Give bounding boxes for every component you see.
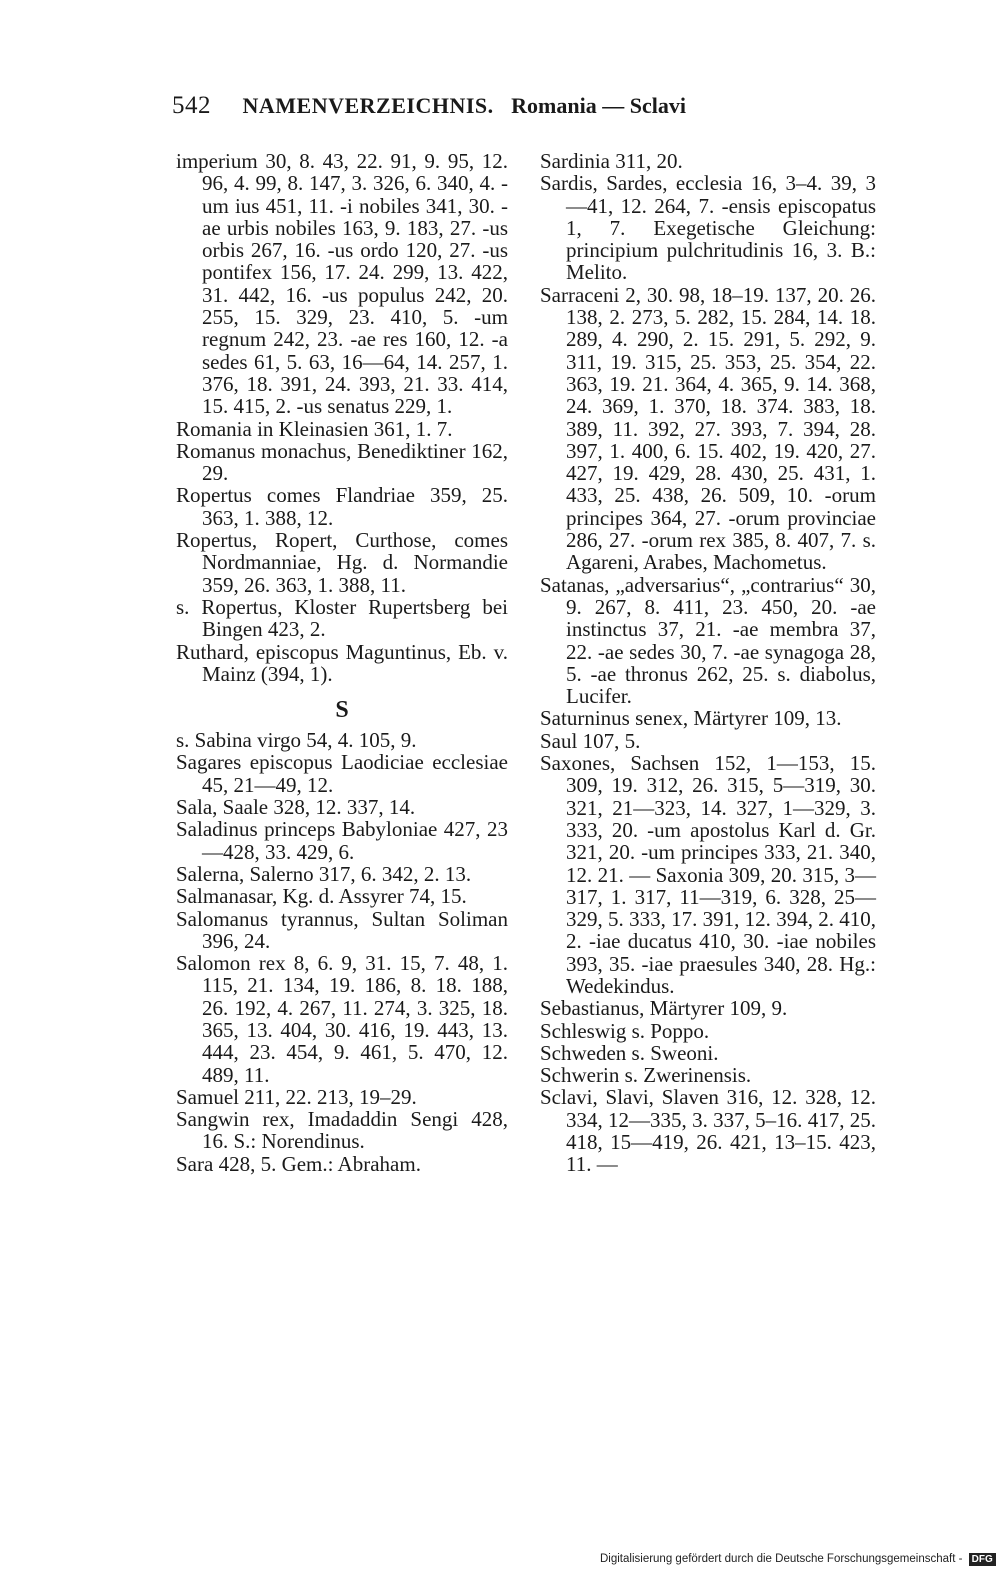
index-entry: Ropertus, Ropert, Curthose, comes Nordmanniae, Hg. d. Normandie 359, 26. 363, 1. 388, 11. xyxy=(176,528,508,597)
index-entry: Sardinia 311, 20. xyxy=(540,149,683,173)
running-header xyxy=(172,92,832,120)
credit-text: Digitalisierung gefördert durch die Deutsche Forschungsgemeinschaft - xyxy=(600,1553,963,1565)
index-entry: Sebastianus, Märtyrer 109, 9. xyxy=(540,996,788,1021)
left-column xyxy=(176,150,508,1175)
index-entry: Samuel 211, 22. 213, 19–29. xyxy=(176,1084,417,1109)
index-entry: Salomanus tyrannus, Sultan Soliman 396, 24. xyxy=(176,906,508,953)
index-entry: Sagares episcopus Laodiciae ecclesiae 45, 21—49, 12. xyxy=(176,750,508,797)
right-column xyxy=(540,150,876,1176)
index-entry: Schweden s. Sweoni. xyxy=(540,1040,719,1065)
index-entry: Salerna, Salerno 317, 6. 342, 2. 13. xyxy=(176,861,472,886)
index-entry: Sara 428, 5. Gem.: Abraham. xyxy=(176,1151,421,1176)
digitization-credit xyxy=(600,1553,993,1566)
index-entry: Sclavi, Slavi, Slaven 316, 12. 328, 12. 334, 12—335, 3. 337, 5–16. 417, 25. 418, 15—419, 26. 421, 13–15. 423, 11. — xyxy=(540,1085,876,1177)
index-entry: imperium 30, 8. 43, 22. 91, 9. 95, 12. 96, 4. 99, 8. 147, 3. 326, 6. 340, 4. -um ius 451, 11. -i nobiles 341, 30. -ae urbis nobiles 163, 9. 183, 27. -us orbis 267, 16. -us ordo 120, 27. -us pontifex 156, 17. 24. 299, 13. 422, 31. 442, 16. -us populus 242, 20. 255, 15. 329, 23. 410, 5. -um regnum 242, 23. -ae res 160, 12. -a sedes 61, 5. 63, 16—64, 14. 257, 1. 376, 18. 391, 24. 393, 21. 33. 414, 15. 415, 2. -us senatus 229, 1. xyxy=(176,149,508,419)
index-entry: Romania in Kleinasien 361, 1. 7. xyxy=(176,416,453,441)
dfg-logo: DFG xyxy=(969,1553,996,1566)
index-entry: Salomon rex 8, 6. 9, 31. 15, 7. 48, 1. 115, 21. 134, 19. 186, 8. 18. 188, 26. 192, 4. 267, 11. 274, 3. 325, 18. 365, 13. 404, 30. 416, 19. 443, 13. 444, 23. 454, 9. 461, 5. 470, 12. 489, 11. xyxy=(176,951,508,1087)
page-title: NAMENVERZEICHNIS. xyxy=(242,93,494,118)
section-letter: S xyxy=(335,697,349,724)
index-entry: Schleswig s. Poppo. xyxy=(540,1018,710,1043)
index-entry: Sardis, Sardes, ecclesia 16, 3–4. 39, 3—41, 12. 264, 7. -ensis episcopatus 1, 7. Exegetische Gleichung: principium pulchritudinis 16, 3. B.: Melito. xyxy=(540,171,876,285)
index-entry: Romanus monachus, Benediktiner 162, 29. xyxy=(176,438,508,486)
index-entry: Saturninus senex, Märtyrer 109, 13. xyxy=(540,706,842,731)
index-entry: Sala, Saale 328, 12. 337, 14. xyxy=(176,795,416,820)
page-number: 542 xyxy=(172,92,211,119)
index-entry: Saul 107, 5. xyxy=(540,728,641,753)
index-entry: Saxones, Sachsen 152, 1—153, 15. 309, 19. 312, 26. 315, 5—319, 30. 321, 21—323, 14. 327, 1—329, 3. 333, 20. -um apostolus Karl d. Gr. 321, 20. -um principes 333, 21. 340, 12. 21. — Saxonia 309, 20. 315, 3—317, 1. 317, 11—319, 6. 328, 25—329, 5. 333, 17. 391, 12. 394, 2. 410, 2. -iae ducatus 410, 30. -iae nobiles 393, 35. -iae praesules 340, 28. Hg.: Wedekindus. xyxy=(540,751,876,998)
index-entry: Ropertus comes Flandriae 359, 25. 363, 1. 388, 12. xyxy=(176,483,508,530)
index-entry: Saladinus princeps Babyloniae 427, 23—428, 33. 429, 6. xyxy=(176,817,508,864)
index-entry: Schwerin s. Zwerinensis. xyxy=(540,1063,752,1088)
index-entry: Sarraceni 2, 30. 98, 18–19. 137, 20. 26. 138, 2. 273, 5. 282, 15. 284, 14. 18. 289, 4. 290, 2. 15. 291, 5. 292, 9. 311, 19. 315, 25. 353, 25. 354, 22. 363, 19. 21. 364, 4. 365, 9. 14. 368, 24. 369, 1. 370, 18. 374. 383, 18. 389, 11. 392, 27. 393, 7. 394, 28. 397, 1. 400, 6. 15. 402, 19. 420, 27. 427, 19. 429, 28. 430, 25. 431, 1. 433, 25. 438, 26. 509, 10. -orum principes 364, 27. -orum provinciae 286, 27. -orum rex 385, 8. 407, 7. s. Agareni, Arabes, Machometus. xyxy=(540,282,876,575)
entry-range: Romania — Sclavi xyxy=(511,93,686,118)
index-entry: Sangwin rex, Imadaddin Sengi 428, 16. S.: Norendinus. xyxy=(176,1107,508,1154)
index-entry: Salmanasar, Kg. d. Assyrer 74, 15. xyxy=(176,884,467,909)
index-entry: Ruthard, episcopus Maguntinus, Eb. v. Mainz (394, 1). xyxy=(176,639,508,686)
index-entry: s. Sabina virgo 54, 4. 105, 9. xyxy=(176,728,417,753)
index-entry: s. Ropertus, Kloster Rupertsberg bei Bingen 423, 2. xyxy=(176,594,508,642)
index-entry: Satanas, „adversarius“, „contrarius“ 30, 9. 267, 8. 411, 23. 450, 20. -ae instinctus 37, 21. -ae membra 37, 22. -ae sedes 30, 7. -ae synagoga 28, 5. -ae thronus 262, 25. s. diabolus, Lucifer. xyxy=(540,572,876,709)
